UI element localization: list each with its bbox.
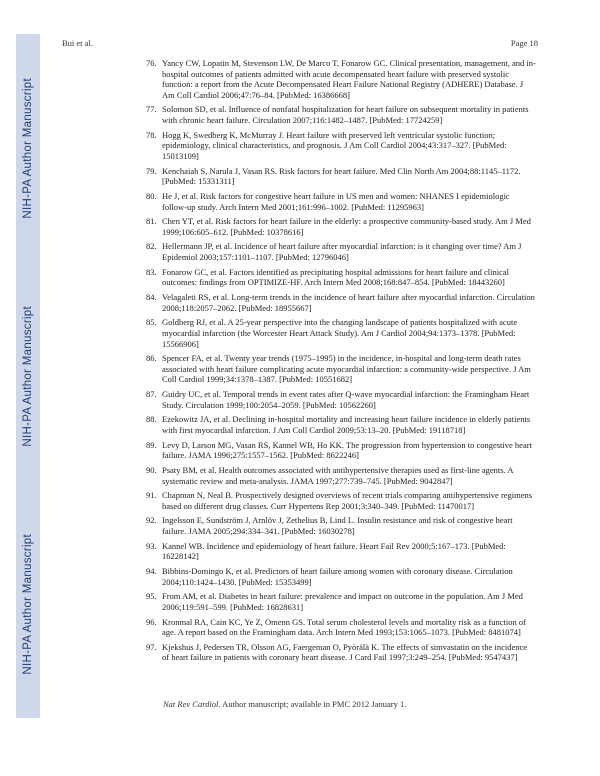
reference-text: Ingelsson E, Sundström J, Arnlöv J, Zethelius B, Lind L. Insulin resistance and risk of congestive heart failure. JAMA 2005;294:334–341. [PubMed: 16030278] — [162, 515, 513, 537]
reference-text: Bibbins-Domingo K, et al. Predictors of heart failure among women with coronary disease. Circulation 2004;110:1424–1430. [PubMed: 15353499] — [162, 566, 513, 587]
reference-number: 77. — [146, 104, 157, 115]
page-footer — [163, 699, 406, 709]
reference-number: 91. — [146, 490, 157, 501]
reference-number: 94. — [146, 566, 157, 577]
reference-text: Levy D, Larson MG, Vasan RS, Kannel WB, Ho KK. The progression from hypertension to congestive heart failure. JAMA 1996;275:1557–1562. [PubMed: 8622246] — [162, 439, 532, 461]
reference-item — [146, 353, 536, 385]
reference-text: Kannel WB. Incidence and epidemiology of heart failure. Heart Fail Rev 2000;5:167–173. [PubMed: 16228142] — [162, 540, 506, 562]
reference-item — [146, 130, 536, 162]
reference-text: Hogg K, Swedberg K, McMurray J. Heart failure with preserved left ventricular systolic function; epidemiology, clinical characteristics, and prognosis. J Am Coll Cardiol 2004;43:317–327. [PubMed: 15013109] — [162, 129, 507, 161]
reference-text: Ezekowitz JA, et al. Declining in-hospital mortality and increasing heart failure incidence in elderly patients with first myocardial infarction. J Am Coll Cardiol 2009;53:13–20. [PubMed: 19118718] — [162, 414, 531, 435]
reference-item — [146, 166, 536, 187]
header-author: Bui et al. — [62, 38, 93, 48]
reference-item — [146, 440, 536, 461]
reference-text: Velagaleti RS, et al. Long-term trends in the incidence of heart failure after myocardial infarction. Circulation 2008;118:2057–2062. [PubMed: 18955667] — [162, 292, 535, 313]
reference-item — [146, 414, 536, 435]
reference-number: 78. — [146, 129, 157, 140]
reference-item — [146, 104, 536, 125]
reference-item — [146, 191, 536, 212]
reference-item — [146, 642, 536, 663]
reference-item — [146, 617, 536, 638]
reference-text: Chen YT, et al. Risk factors for heart failure in the elderly: a prospective community-based study. Am J Med 1999;106:605–612. [PubMed: 10378616] — [162, 216, 531, 237]
reference-text: Kenchaiah S, Narula J, Vasan RS. Risk factors for heart failure. Med Clin North Am 2004;88:1145–1172. [PubMed: 15331311] — [162, 165, 521, 187]
reference-item — [146, 490, 536, 511]
reference-number: 81. — [146, 216, 157, 227]
footer-note: Author manuscript; available in PMC 2012 January 1. — [220, 699, 407, 709]
reference-number: 93. — [146, 540, 157, 551]
reference-item — [146, 267, 536, 288]
reference-number: 95. — [146, 591, 157, 602]
reference-item — [146, 465, 536, 486]
reference-number: 90. — [146, 464, 157, 475]
reference-text: Chapman N, Neal B. Prospectively designed overviews of recent trials comparing antihypertensive regimens based on different drug classes. Curr Hypertens Rep 2001;3:340–349. [PubMed: 11470017] — [162, 490, 533, 511]
reference-text: Kjekshus J, Pedersen TR, Olsson AG, Faergeman O, Pyörälä K. The effects of simvastatin on the incidence of heart failure in patients with coronary heart disease. J Card Fail 1997;3:249–254. [PubMed: 9547437] — [162, 641, 528, 663]
reference-text: From AM, et al. Diabetes in heart failure: prevalence and impact on outcome in the population. Am J Med 2006;119:591–599. [PubMed: 16828631] — [162, 591, 523, 612]
reference-number: 80. — [146, 190, 157, 201]
reference-number: 79. — [146, 165, 157, 176]
reference-number: 96. — [146, 616, 157, 627]
reference-item — [146, 389, 536, 410]
reference-number: 82. — [146, 241, 157, 252]
reference-item — [146, 317, 536, 349]
side-label-2: NIH-PA Author Manuscript — [22, 305, 34, 447]
reference-text: Hellermann JP, et al. Incidence of heart failure after myocardial infarction: is it changing over time? Am J Epidemiol 2003;157:1101–1107. [PubMed: 12796046] — [162, 241, 522, 263]
reference-number: 84. — [146, 292, 157, 303]
reference-number: 97. — [146, 641, 157, 652]
reference-number: 87. — [146, 389, 157, 400]
nih-side-banner — [16, 34, 40, 718]
header-page-number: Page 18 — [510, 38, 538, 48]
reference-text: Psaty BM, et al. Health outcomes associated with antihypertensive therapies used as first-line agents. A systematic review and meta-analysis. JAMA 1997;277:739–745. [PubMed: 9042847] — [162, 464, 514, 486]
side-label-3: NIH-PA Author Manuscript — [22, 533, 34, 675]
reference-item — [146, 292, 536, 313]
reference-text: He J, et al. Risk factors for congestive heart failure in US men and women: NHANES I epidemiologic follow-up study. Arch Intern Med 2001;161:996–1002. [PubMed: 11295963] — [162, 190, 510, 212]
reference-list — [146, 58, 536, 667]
reference-item — [146, 216, 536, 237]
reference-number: 83. — [146, 266, 157, 277]
footer-journal: Nat Rev Cardiol. — [163, 699, 221, 709]
reference-text: Yancy CW, Lopatin M, Stevenson LW, De Marco T, Fonarow GC. Clinical presentation, management, and in-hospital outcomes of patients admitted with acute decompensated heart failure with preserved systolic function: a report from the Acute Decompensated Heart Failure National Registry (ADHERE) Database. J Am Coll Cardiol 2006;47:76–84. [PubMed: 16386668] — [162, 58, 536, 100]
reference-item — [146, 591, 536, 612]
reference-number: 85. — [146, 317, 157, 328]
reference-item — [146, 241, 536, 262]
reference-number: 76. — [146, 58, 157, 68]
reference-item — [146, 58, 536, 100]
reference-text: Spencer FA, et al. Twenty year trends (1975–1995) in the incidence, in-hospital and long-term death rates associated with heart failure complicating acute myocardial infarction: a community-wide perspective. J Am Coll Cardiol 1999;34:1378–1387. [PubMed: 10551682] — [162, 353, 531, 385]
reference-text: Solomon SD, et al. Influence of nonfatal hospitalization for heart failure on subsequent mortality in patients with chronic heart failure. Circulation 2007;116:1482–1487. [PubMed: 17724259] — [162, 104, 529, 126]
side-label-1: NIH-PA Author Manuscript — [22, 77, 34, 219]
reference-text: Kronmal RA, Cain KC, Ye Z, Omenn GS. Total serum cholesterol levels and mortality risk as a function of age. A report based on the Framingham data. Arch Intern Med 1993;153:1065–1073. [PubMed: 8481074] — [162, 616, 526, 638]
reference-item — [146, 541, 536, 562]
running-header — [62, 38, 538, 48]
reference-number: 86. — [146, 353, 157, 364]
reference-text: Fonarow GC, et al. Factors identified as precipitating hospital admissions for heart failure and clinical outcomes: findings from OPTIMIZE-HF. Arch Intern Med 2008;168:847–854. [PubMed: 18443260] — [162, 266, 509, 288]
reference-text: Goldberg RJ, et al. A 25-year perspective into the changing landscape of patients hospitalized with acute myocardial infarction (the Worcester Heart Attack Study). Am J Cardiol 2004;94:1373–1378. [PubMed: 15566906] — [162, 317, 518, 349]
reference-number: 89. — [146, 439, 157, 450]
reference-text: Guidry UC, et al. Temporal trends in event rates after Q-wave myocardial infarction: the Framingham Heart Study. Circulation 1999;100:2054–2059. [PubMed: 10562260] — [162, 389, 530, 410]
reference-number: 92. — [146, 515, 157, 526]
reference-number: 88. — [146, 414, 157, 425]
reference-item — [146, 515, 536, 536]
reference-item — [146, 566, 536, 587]
